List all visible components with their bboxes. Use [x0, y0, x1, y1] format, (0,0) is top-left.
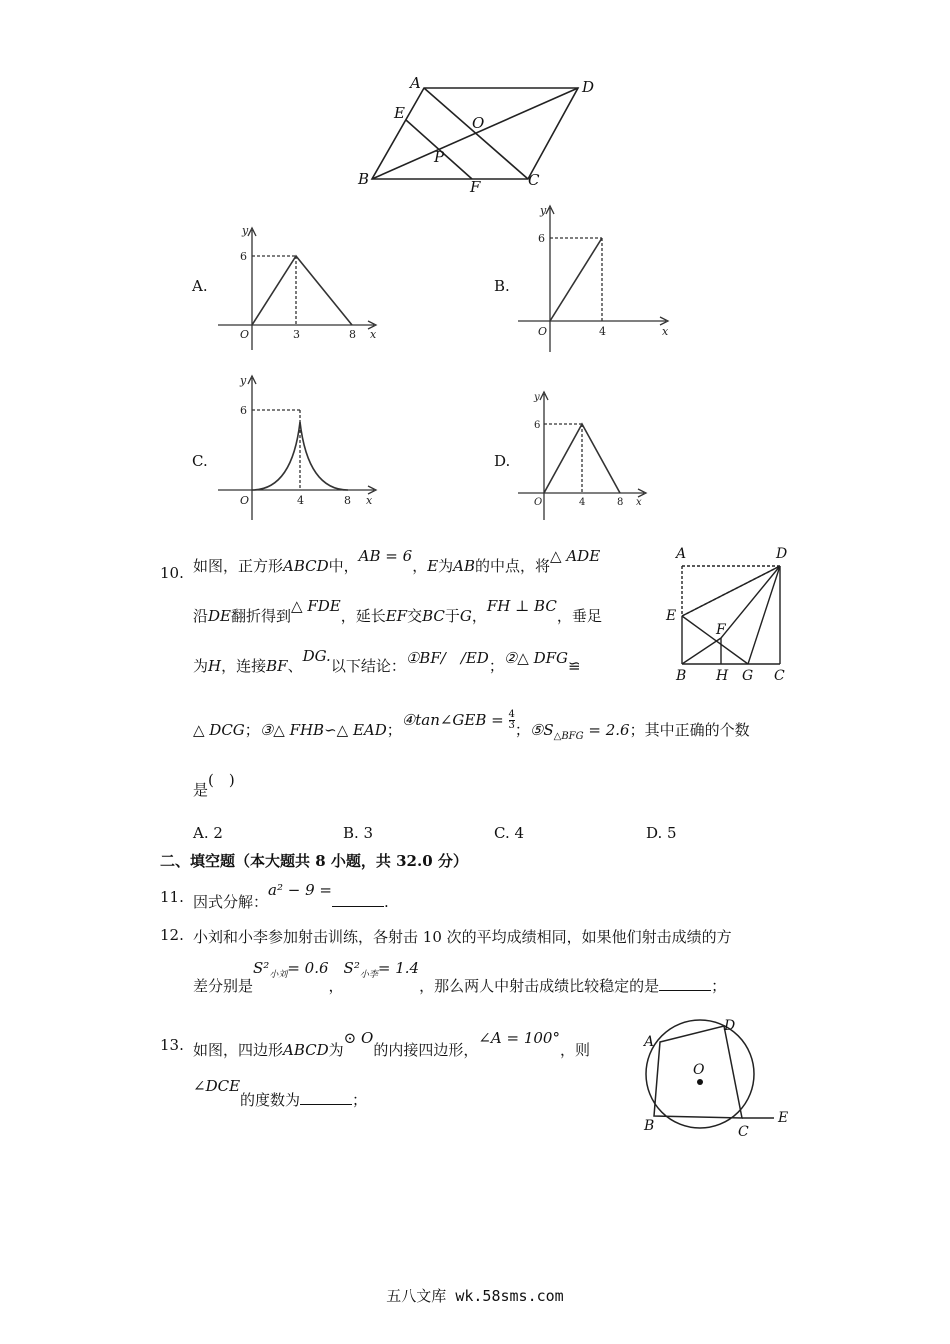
x-tick: 4: [297, 494, 304, 507]
square-figure: [660, 542, 800, 684]
graph-option-c: [214, 370, 384, 522]
label-o: O: [472, 114, 485, 132]
graph-option-b: [514, 200, 674, 355]
y-tick: 6: [534, 420, 541, 431]
origin-label: O: [534, 497, 543, 508]
label-d: D: [776, 546, 788, 562]
section-2-title: 二、填空题（本大题共 8 小题，共 32.0 分）: [160, 852, 468, 870]
question-10-number: 10.: [160, 564, 184, 582]
y-axis-label: y: [242, 224, 249, 237]
y-tick: 6: [538, 232, 545, 245]
label-h: H: [716, 668, 729, 684]
origin-label: O: [240, 494, 250, 507]
label-a: A: [644, 1034, 655, 1050]
y-tick: 6: [240, 404, 247, 417]
y-axis-label: y: [240, 374, 247, 387]
label-a: A: [676, 546, 687, 562]
x-axis-label: x: [370, 328, 377, 341]
origin-label: O: [240, 328, 250, 341]
label-d: D: [582, 78, 595, 96]
answer-blank[interactable]: [332, 894, 384, 907]
question-13-line-2: ∠DCE的度数为 ；: [193, 1077, 368, 1109]
choice-a[interactable]: A. 2: [193, 824, 223, 842]
question-10-line-2: 沿DE翻折得到△ FDE，延长EF交BC于G，FH ⊥ BC，垂足: [193, 597, 602, 625]
label-c: C: [528, 171, 540, 189]
circle-figure: [636, 1012, 796, 1140]
footer-watermark: 五八文库 wk.58sms.com: [386, 1287, 564, 1305]
question-10-line-1: 如图，正方形ABCD中，AB = 6，E为AB的中点，将△ ADE: [193, 547, 601, 575]
question-12-line-2: 差分别是$S^2_{小刘}= 0.6$，$S^2_{小李}= 1.4$，那么两人中射击成绩比较稳定的是 ；: [193, 959, 727, 995]
x-axis-label: x: [366, 494, 373, 507]
graph-option-a: [214, 222, 384, 352]
x-axis-label: x: [662, 325, 669, 338]
label-d: D: [724, 1018, 736, 1034]
label-f: F: [470, 178, 481, 194]
y-axis-label: y: [534, 392, 540, 403]
option-a-letter[interactable]: A.: [192, 277, 208, 295]
label-e: E: [666, 608, 677, 624]
y-axis-label: y: [540, 204, 547, 217]
label-e: E: [778, 1110, 789, 1126]
label-b: B: [676, 668, 687, 684]
question-13-number: 13.: [160, 1036, 184, 1054]
x-tick: 4: [579, 497, 586, 508]
label-o: O: [693, 1062, 705, 1078]
origin-label: O: [538, 325, 548, 338]
question-12-number: 12.: [160, 926, 184, 944]
graph-option-d: [514, 388, 654, 522]
x-tick: 3: [293, 328, 300, 341]
label-g: G: [742, 668, 754, 684]
answer-parenthesis[interactable]: ( ): [208, 771, 235, 789]
option-c-letter[interactable]: C.: [192, 452, 208, 470]
x-tick: 4: [599, 325, 606, 338]
label-b: B: [358, 170, 370, 188]
choice-d[interactable]: D. 5: [646, 824, 677, 842]
x-axis-label: x: [636, 497, 642, 508]
label-c: C: [774, 668, 785, 684]
question-10-line-4: △ DCG；③△ FHB∽△ EAD；④tan∠GEB = $\frac{4}{3}$ ；$⑤S_{\triangle BFG} = 2.6$；其中正确的个数: [193, 709, 750, 742]
label-f: F: [716, 622, 726, 638]
question-12-line-1: 小刘和小李参加射击训练，各射击 10 次的平均成绩相同，如果他们射击成绩的方: [193, 928, 732, 946]
parallelogram-figure: [350, 72, 610, 194]
question-10-line-3: 为H，连接BF、DG.以下结论：①BF/ /ED；②△ DFG≌: [193, 647, 581, 675]
question-13-line-1: 如图，四边形ABCD为⊙ O的内接四边形，∠A = 100°，则: [193, 1029, 590, 1059]
label-b: B: [644, 1118, 655, 1134]
choice-c[interactable]: C. 4: [494, 824, 525, 842]
y-tick: 6: [240, 250, 247, 263]
choice-b[interactable]: B. 3: [343, 824, 374, 842]
label-a: A: [410, 74, 421, 92]
answer-blank[interactable]: [659, 978, 711, 991]
x-tick: 8: [349, 328, 356, 341]
question-11-text: 因式分解：a² − 9 =.: [193, 881, 389, 911]
x-tick: 8: [617, 497, 624, 508]
label-p: P: [434, 148, 445, 166]
label-e: E: [394, 104, 405, 122]
question-11-number: 11.: [160, 888, 184, 906]
x-tick: 8: [344, 494, 351, 507]
label-c: C: [738, 1124, 749, 1140]
option-b-letter[interactable]: B.: [494, 277, 510, 295]
option-d-letter[interactable]: D.: [494, 452, 511, 470]
question-10-line-5: 是( ): [193, 771, 235, 799]
answer-blank[interactable]: [300, 1092, 352, 1105]
